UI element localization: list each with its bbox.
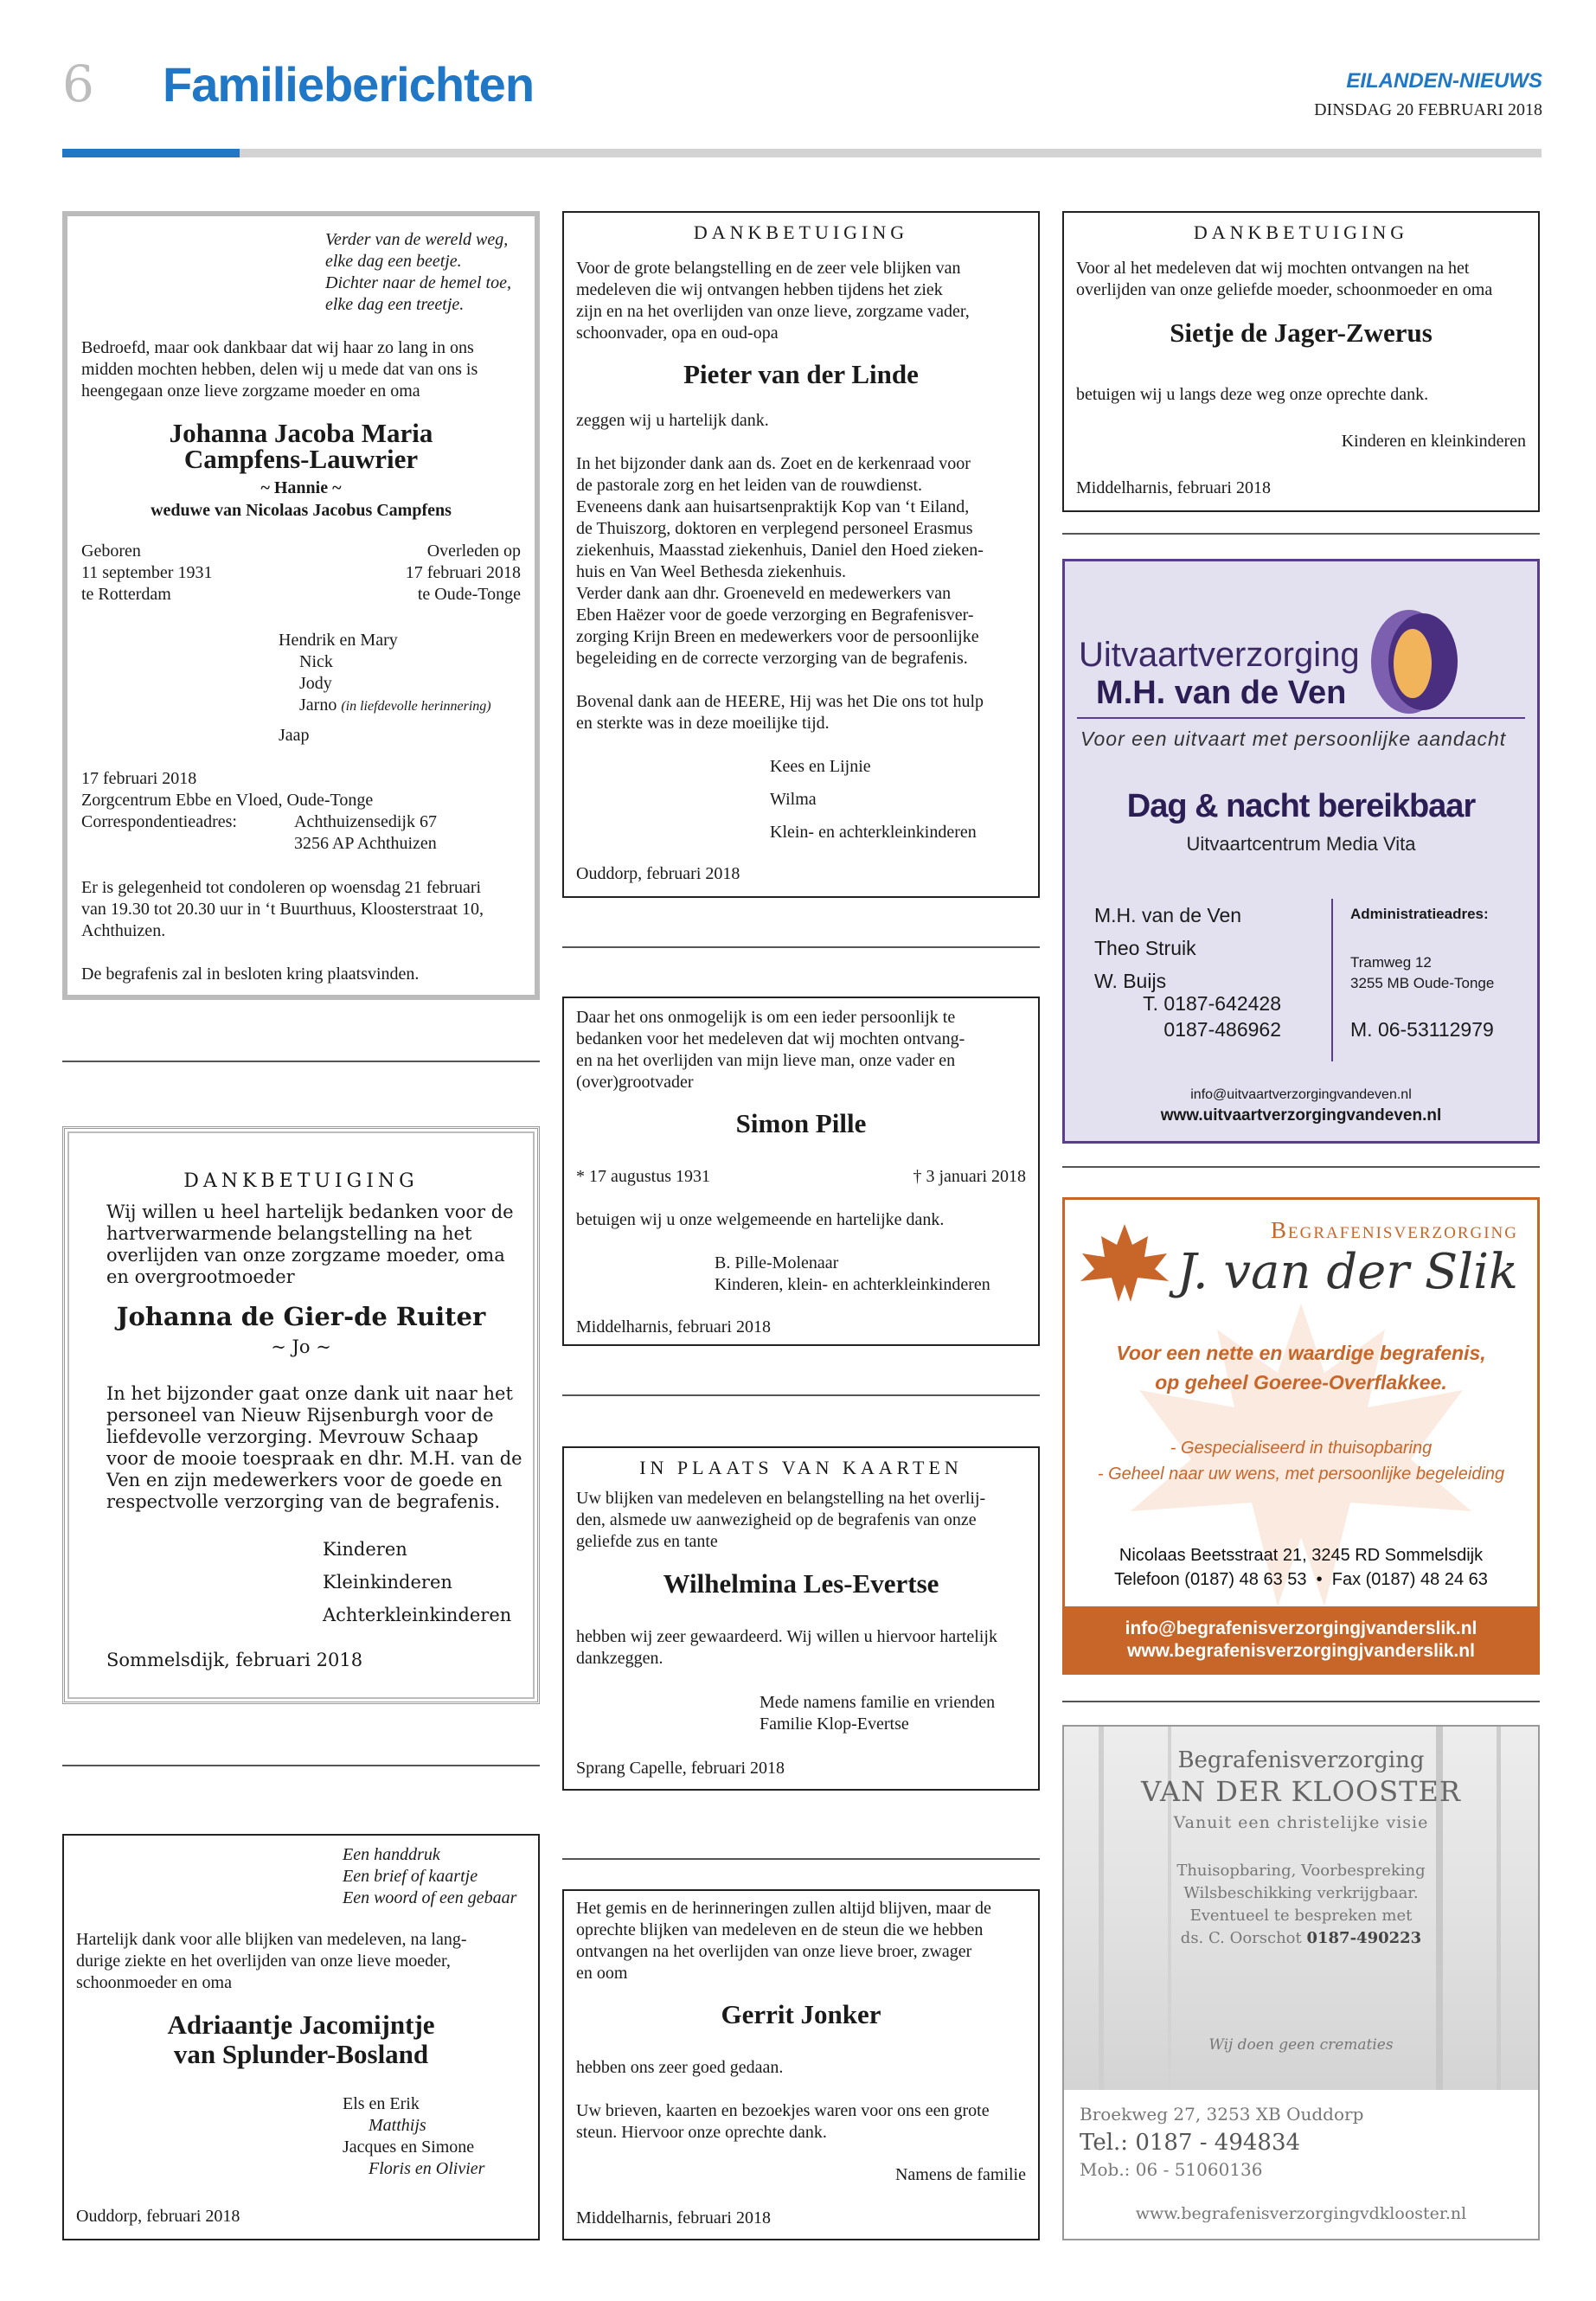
intro-line: hartverwarmende belangstelling na het <box>106 1223 472 1244</box>
deceased-name: Johanna de Gier-de Ruiter <box>116 1302 486 1331</box>
condole-line: Er is gelegenheid tot condoleren op woensdag 21 februari <box>81 878 482 897</box>
ad-phone: T. 0187-642428 <box>1143 992 1281 1015</box>
header-rule-accent <box>62 149 240 157</box>
notice-de-gier <box>62 1126 540 1704</box>
nickname: ~ Hannie ~ <box>260 478 342 497</box>
intro-line: zijn en na het overlijden van onze lieve, zorgzame vader, <box>576 302 970 321</box>
ad-tagline: Voor een uitvaart met persoonlijke aandacht <box>1080 727 1507 750</box>
ad-tagline: Vanuit een christelijke visie <box>1173 1813 1429 1832</box>
ad-name: M.H. van de Ven <box>1096 675 1347 711</box>
ad-phone: Telefoon (0187) 48 63 53 <box>1114 1570 1307 1589</box>
ad-footer-band <box>1065 1606 1537 1672</box>
ad-bullet: - Gespecialiseerd in thuisopbaring <box>1170 1439 1433 1458</box>
family-member: Nick <box>299 652 333 671</box>
column-separator <box>1062 1166 1540 1168</box>
poem-line: elke dag een beetje. <box>325 252 462 271</box>
died-date: 17 februari 2018 <box>405 563 521 582</box>
ad-name: VAN DER KLOOSTER <box>1141 1775 1461 1808</box>
column-separator <box>562 1858 1040 1860</box>
ad-admin-address: 3255 MB Oude-Tonge <box>1350 975 1495 991</box>
signed-line: Klein- en achterkleinkinderen <box>770 823 977 842</box>
intro-line: Wij willen u heel hartelijk bedanken voor de <box>106 1202 514 1222</box>
died-place: te Oude-Tonge <box>417 585 521 604</box>
signed-line: Mede namens familie en vrienden <box>760 1693 996 1712</box>
ad-service: Wilsbeschikking verkrijgbaar. <box>1183 1884 1419 1902</box>
ad-contact-name: ds. C. Oorschot <box>1180 1929 1307 1947</box>
signed-line: Kinderen <box>323 1539 407 1560</box>
deceased-name: Gerrit Jonker <box>721 1999 881 2029</box>
poem-line: Een handdruk <box>343 1845 440 1864</box>
ad-fax: Fax (0187) 48 24 63 <box>1331 1570 1488 1589</box>
ad-title: Begrafenisverzorging <box>1177 1747 1425 1773</box>
widow-of: weduwe van Nicolaas Jacobus Campfens <box>151 501 452 520</box>
signed-line: Kinderen en kleinkinderen <box>1341 432 1526 451</box>
thanks-line: zeggen wij u hartelijk dank. <box>576 411 769 430</box>
deceased-name: Campfens-Lauwrier <box>183 444 419 474</box>
ad-slogan: op geheel Goeree-Overflakkee. <box>1155 1371 1447 1394</box>
born-place: te Rotterdam <box>81 585 171 604</box>
newspaper-logo: EILANDEN-NIEUWS <box>1346 69 1542 93</box>
ad-mobile: Mob.: 06 - 51060136 <box>1080 2159 1263 2180</box>
ad-contact <box>1064 1929 1538 1947</box>
ad-service: Eventueel te bespreken met <box>1189 1907 1413 1925</box>
died-line: † 3 januari 2018 <box>913 1167 1026 1186</box>
body-line: de Thuiszorg, doktoren en verplegend personeel Erasmus <box>576 519 973 538</box>
signed-line: Matthijs <box>369 2116 426 2135</box>
notice-footer: Ouddorp, februari 2018 <box>76 2207 240 2226</box>
poem-line: Dichter naar de hemel toe, <box>325 273 511 292</box>
poem-line: Een brief of kaartje <box>343 1867 478 1886</box>
intro-line: en na het overlijden van mijn lieve man, onze vader en <box>576 1051 956 1070</box>
body-line: de pastorale zorg en het leiden van de rouwdienst. <box>576 476 923 495</box>
notice-heading: DANKBETUIGING <box>183 1170 419 1192</box>
poem-line: elke dag een treetje. <box>325 295 465 314</box>
body-line: Eben Haëzer voor de goede verzorging en Begrafenisver- <box>576 606 974 625</box>
signed-line: Familie Klop-Evertse <box>760 1715 909 1734</box>
poem-line: Verder van de wereld weg, <box>325 230 509 249</box>
intro-line: overlijden van onze geliefde moeder, schoonmoeder en oma <box>1076 280 1493 299</box>
ad-website[interactable]: www.uitvaartverzorgingvandeven.nl <box>1160 1106 1442 1125</box>
funeral-line: De begrafenis zal in besloten kring plaatsvinden. <box>81 965 420 984</box>
intro-line: geliefde zus en tante <box>576 1532 718 1551</box>
faith-line: Bovenal dank aan de HEERE, Hij was het Die ons tot hulp <box>576 692 984 711</box>
intro-line: heengegaan onze lieve zorgzame moeder en oma <box>81 381 420 401</box>
nickname: ~ Jo ~ <box>271 1336 331 1357</box>
notice-heading: IN PLAATS VAN KAARTEN <box>639 1457 963 1478</box>
ad-note: Wij doen geen crematies <box>1208 2036 1394 2054</box>
body-line: Verder dank aan dhr. Groeneveld en medewerkers van <box>576 584 952 603</box>
deceased-name: Simon Pille <box>735 1108 867 1138</box>
column-separator <box>1062 1701 1540 1702</box>
intro-line: schoonmoeder en oma <box>76 1973 232 1992</box>
ad-person: M.H. van de Ven <box>1094 904 1242 926</box>
notice-jonker <box>562 1889 1040 2240</box>
ad-name: J. van der Slik <box>1176 1244 1518 1300</box>
ad-service: Thuisopbaring, Voorbespreking <box>1176 1862 1426 1880</box>
body-line: ziekenhuis, Maasstad ziekenhuis, Daniel den Hoed zieken- <box>576 541 984 560</box>
signed-line: Wilma <box>770 790 817 809</box>
notice-les-evertse <box>562 1446 1040 1791</box>
body-line: Ven en zijn medewerkers voor de goede en <box>106 1470 503 1490</box>
body-line: Eveneens dank aan huisartsenpraktijk Kop van ‘t Eiland, <box>576 497 970 516</box>
ad-person: Theo Struik <box>1094 937 1196 959</box>
ad-email[interactable]: info@uitvaartverzorgingvandeven.nl <box>1190 1087 1412 1102</box>
poem-line: Een woord of een gebaar <box>343 1888 517 1907</box>
intro-line: Voor de grote belangstelling en de zeer vele blijken van <box>576 259 961 278</box>
corr-address: 3256 AP Achthuizen <box>294 834 437 853</box>
ad-website[interactable]: www.begrafenisverzorgingjvanderslik.nl <box>1127 1641 1475 1661</box>
body-line: zorging Krijn Breen en medewerkers voor de persoonlijke <box>576 627 979 646</box>
signed-line: Els en Erik <box>343 2094 420 2113</box>
signed-line: Kees en Lijnie <box>770 757 871 776</box>
family-name: Jarno <box>299 695 337 715</box>
signed-line: Floris en Olivier <box>369 2159 485 2178</box>
deceased-name: Sietje de Jager-Zwerus <box>1170 317 1433 348</box>
ad-van-de-ven <box>1062 559 1540 1144</box>
ad-title: Begrafenisverzorging <box>1270 1217 1518 1243</box>
intro-line: Voor al het medeleven dat wij mochten ontvangen na het <box>1076 259 1470 278</box>
ad-phone: 0187-486962 <box>1163 1018 1281 1041</box>
ad-mobile: M. 06-53112979 <box>1350 1018 1494 1041</box>
signed-line: Kleinkinderen <box>323 1572 452 1593</box>
notice-footer: Middelharnis, februari 2018 <box>576 2208 771 2227</box>
signed-line: B. Pille-Molenaar <box>715 1253 839 1272</box>
deceased-name: Wilhelmina Les-Evertse <box>663 1568 939 1599</box>
intro-line: bedanken voor het medeleven dat wij mochten ontvang- <box>576 1029 965 1048</box>
intro-line: Uw blijken van medeleven en belangstelling na het overlij- <box>576 1489 986 1508</box>
intro-line: en oom <box>576 1964 628 1983</box>
born-label: Geboren <box>81 542 141 561</box>
column-separator <box>62 1061 540 1062</box>
ad-title: Uitvaartverzorging <box>1079 636 1360 674</box>
signed-line: Kinderen, klein- en achterkleinkinderen <box>715 1275 990 1294</box>
body-line: Uw brieven, kaarten en bezoekjes waren voor ons een grote <box>576 2101 990 2120</box>
ad-email[interactable]: info@begrafenisverzorgingjvanderslik.nl <box>1125 1618 1477 1638</box>
corr-address: Achthuizensedijk 67 <box>294 812 437 831</box>
signed-line: Namens de familie <box>894 2165 1026 2184</box>
body-line: liefdevolle verzorging. Mevrouw Schaap <box>106 1426 478 1447</box>
family-member: Jaap <box>279 726 310 745</box>
date-line: 17 februari 2018 <box>81 769 197 788</box>
signed-line: Jacques en Simone <box>343 2138 475 2157</box>
ad-phone-fax: Telefoon (0187) 48 63 53 • Fax (0187) 48 24 63 <box>1114 1570 1488 1589</box>
column-separator <box>62 1765 540 1766</box>
intro-line: midden mochten hebben, delen wij u mede dat van ons is <box>81 360 478 379</box>
died-label: Overleden op <box>426 542 521 561</box>
thanks-line: dankzeggen. <box>576 1649 663 1668</box>
notice-footer: Middelharnis, februari 2018 <box>1076 478 1271 497</box>
ad-contact-phone: 0187-490223 <box>1306 1929 1422 1947</box>
ad-slogan: Voor een nette en waardige begrafenis, <box>1116 1342 1486 1364</box>
ad-address: Nicolaas Beetsstraat 21, 3245 RD Sommelsdijk <box>1118 1546 1484 1565</box>
intro-line: Daar het ons onmogelijk is om een ieder persoonlijk te <box>576 1008 956 1027</box>
notice-heading: DANKBETUIGING <box>1193 221 1409 243</box>
faith-line: en sterkte was in deze moeilijke tijd. <box>576 714 830 733</box>
deceased-name: Adriaantje Jacomijntje <box>167 2009 435 2040</box>
notice-van-der-linde <box>562 211 1040 898</box>
condole-line: van 19.30 tot 20.30 uur in ‘t Buurthuus, Kloosterstraat 10, <box>81 900 484 919</box>
deceased-name: Johanna Jacoba Maria <box>169 418 433 448</box>
intro-line: den, alsmede uw aanwezigheid op de begrafenis van onze <box>576 1510 977 1529</box>
ad-divider <box>1077 717 1525 719</box>
ad-van-der-slik <box>1062 1197 1540 1675</box>
corr-label: Correspondentieadres: <box>81 812 237 831</box>
thanks-line: betuigen wij u langs deze weg onze oprechte dank. <box>1076 385 1429 404</box>
ad-person: W. Buijs <box>1094 970 1167 992</box>
ad-bullet: - Geheel naar uw wens, met persoonlijke begeleiding <box>1097 1465 1505 1484</box>
intro-line: en overgrootmoeder <box>106 1266 295 1287</box>
family-member: Hendrik en Mary <box>279 631 398 650</box>
memory-note: (in liefdevolle herinnering) <box>341 699 491 714</box>
ad-headline: Dag & nacht bereikbaar <box>1126 788 1476 824</box>
family-member <box>299 695 491 717</box>
ad-vertical-rule <box>1331 899 1333 1061</box>
thanks-line: betuigen wij u onze welgemeende en hartelijke dank. <box>576 1210 945 1229</box>
intro-line: (over)grootvader <box>576 1073 694 1092</box>
notice-pille <box>562 997 1040 1346</box>
family-member: Jody <box>299 674 332 693</box>
page-number: 6 <box>62 54 94 113</box>
born-line: * 17 augustus 1931 <box>576 1167 710 1186</box>
logo-ovals-icon <box>1359 601 1480 722</box>
intro-line: Het gemis en de herinneringen zullen altijd blijven, maar de <box>576 1899 991 1918</box>
intro-line: overlijden van onze zorgzame moeder, oma <box>106 1245 505 1266</box>
thanks-line: hebben ons zeer goed gedaan. <box>576 2058 784 2077</box>
notice-van-splunder <box>62 1834 540 2240</box>
thanks-line: hebben wij zeer gewaardeerd. Wij willen u hiervoor hartelijk <box>576 1627 997 1646</box>
body-line: steun. Hiervoor onze oprechte dank. <box>576 2123 827 2142</box>
column-separator <box>562 1394 1040 1396</box>
notice-heading: DANKBETUIGING <box>693 221 909 243</box>
ad-address: Broekweg 27, 3253 XB Ouddorp <box>1080 2104 1364 2125</box>
ad-subline: Uitvaartcentrum Media Vita <box>1186 833 1416 855</box>
body-line: voor de mooie toespraak en dhr. M.H. van de <box>106 1448 522 1469</box>
ad-phone: Tel.: 0187 - 494834 <box>1080 2130 1301 2156</box>
notice-campfens <box>62 211 540 1000</box>
section-title: Familieberichten <box>163 57 535 112</box>
maple-leaf-icon <box>1077 1221 1172 1307</box>
body-line: In het bijzonder gaat onze dank uit naar het <box>106 1383 513 1404</box>
intro-line: medeleven die wij ontvangen hebben tijdens het ziek <box>576 280 943 299</box>
notice-de-jager <box>1062 211 1540 512</box>
body-line: respectvolle verzorging van de begrafenis. <box>106 1491 501 1512</box>
column-separator <box>562 946 1040 948</box>
place-line: Zorgcentrum Ebbe en Vloed, Oude-Tonge <box>81 791 374 810</box>
intro-line: oprechte blijken van medeleven en de steun die we hebben <box>576 1920 984 1939</box>
ad-van-der-klooster <box>1062 1725 1540 2240</box>
ad-admin-address: Tramweg 12 <box>1350 954 1432 971</box>
ad-website[interactable]: www.begrafenisverzorgingvdklooster.nl <box>1135 2204 1467 2223</box>
notice-footer: Middelharnis, februari 2018 <box>576 1317 771 1336</box>
intro-line: ontvangen na het overlijden van onze lieve broer, zwager <box>576 1942 972 1961</box>
issue-date: DINSDAG 20 FEBRUARI 2018 <box>1314 100 1542 119</box>
intro-line: durige ziekte en het overlijden van onze lieve moeder, <box>76 1952 451 1971</box>
intro-line: Bedroefd, maar ook dankbaar dat wij haar zo lang in ons <box>81 338 474 357</box>
intro-line: schoonvader, opa en oud-opa <box>576 324 779 343</box>
deceased-name: van Splunder-Bosland <box>173 2039 429 2069</box>
condole-line: Achthuizen. <box>81 921 166 940</box>
signed-line: Achterkleinkinderen <box>323 1605 512 1625</box>
notice-footer: Sprang Capelle, februari 2018 <box>576 1759 785 1778</box>
notice-footer: Ouddorp, februari 2018 <box>576 864 740 883</box>
born-date: 11 september 1931 <box>81 563 213 582</box>
header-rule <box>62 149 1542 157</box>
body-line: begeleiding en de correcte verzorging van de begrafenis. <box>576 649 968 668</box>
body-line: personeel van Nieuw Rijsenburgh voor de <box>106 1405 494 1426</box>
notice-footer: Sommelsdijk, februari 2018 <box>106 1650 363 1670</box>
ad-admin-label: Administratieadres: <box>1350 906 1489 922</box>
column-separator <box>1062 533 1540 535</box>
intro-line: Hartelijk dank voor alle blijken van medeleven, na lang- <box>76 1930 467 1949</box>
body-line: huis en Van Weel Bethesda ziekenhuis. <box>576 562 847 581</box>
deceased-name: Pieter van der Linde <box>683 359 919 389</box>
body-line: In het bijzonder dank aan ds. Zoet en de kerkenraad voor <box>576 454 971 473</box>
